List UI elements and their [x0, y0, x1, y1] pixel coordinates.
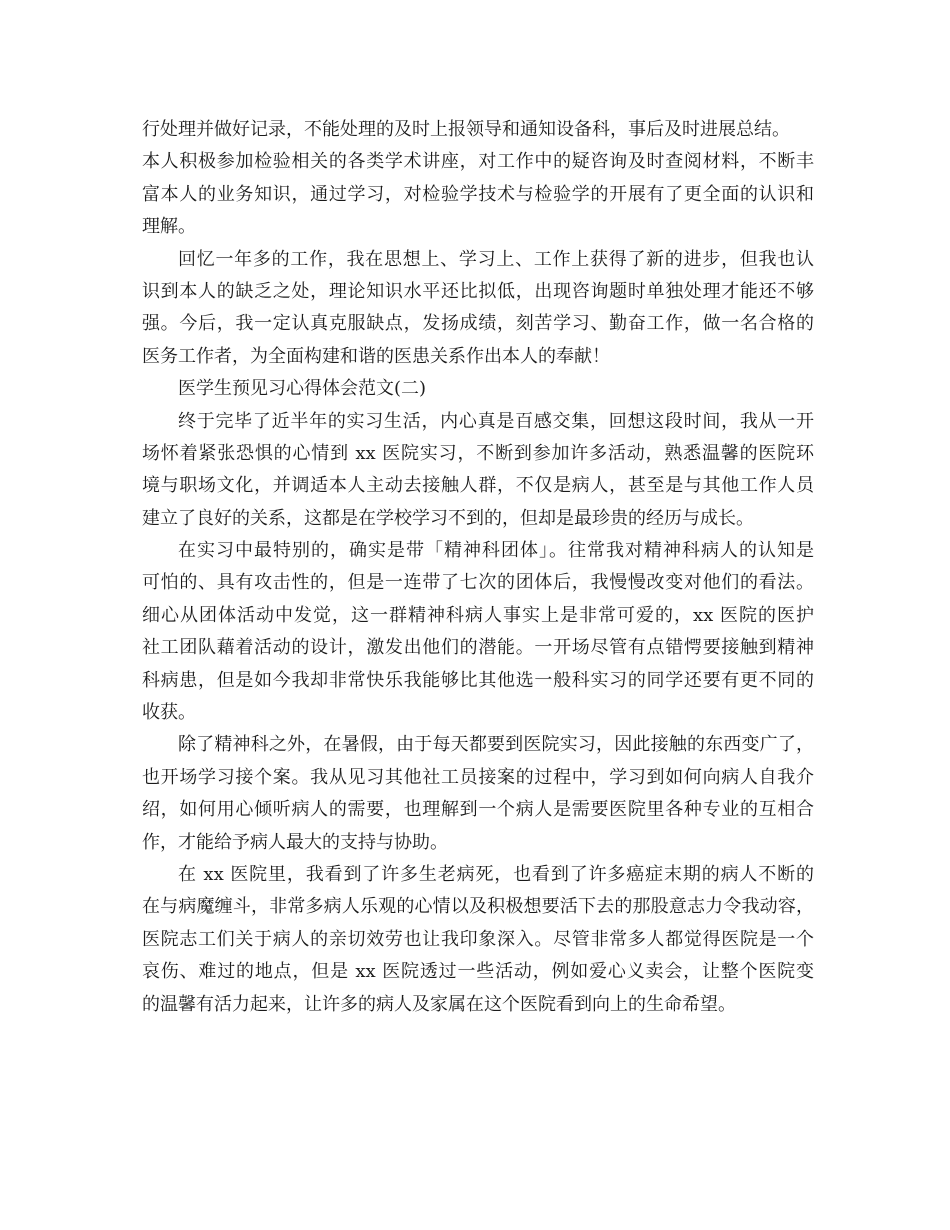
- paragraph: [142, 146, 814, 243]
- text-line: 的温馨有活力起来，让许多的病人及家属在这个医院看到向上的生命希望。: [142, 993, 736, 1015]
- text-line: 细心从团体活动中发觉，这一群精神科病人事实上是非常可爱的，xx 医院的医护: [142, 604, 814, 626]
- paragraph: [142, 244, 814, 374]
- text-line: 科病患，但是如今我却非常快乐我能够比其他选一般科实习的同学还要有更不同的: [142, 669, 814, 691]
- text-line: 在实习中最特别的，确实是带「精神科团体」。往常我对精神科病人的认知是: [178, 540, 814, 562]
- text-line: 医院志工们关于病人的亲切效劳也让我印象深入。尽管非常多人都觉得医院是一个: [142, 928, 814, 950]
- paragraph: [142, 859, 814, 1021]
- text-line: 场怀着紧张恐惧的心情到 xx 医院实习，不断到参加许多活动，熟悉温馨的医院环: [142, 442, 814, 464]
- text-line: 境与职场文化，并调适本人主动去接触人群，不仅是病人，甚至是与其他工作人员: [142, 475, 814, 497]
- text-line: 理解。: [142, 216, 196, 238]
- text-line: 作，才能给予病人最大的支持与协助。: [142, 831, 448, 853]
- paragraph: [142, 114, 814, 146]
- paragraph: [142, 729, 814, 859]
- heading-text: 医学生预见习心得体会范文(二): [178, 378, 427, 400]
- text-line: 在与病魔缠斗，非常多病人乐观的心情以及积极想要活下去的那股意志力令我动容，: [142, 896, 814, 918]
- text-line: 哀伤、难过的地点，但是 xx 医院透过一些活动，例如爱心义卖会，让整个医院变: [142, 961, 814, 983]
- text-line: 医务工作者，为全面构建和谐的医患关系作出本人的奉献！: [142, 345, 610, 367]
- paragraph: [142, 535, 814, 729]
- text-line: 富本人的业务知识，通过学习，对检验学技术与检验学的开展有了更全面的认识和: [142, 183, 814, 205]
- text-line: 建立了良好的关系，这都是在学校学习不到的，但却是最珍贵的经历与成长。: [142, 507, 754, 529]
- text-line: 社工团队藉着活动的设计，激发出他们的潜能。一开场尽管有点错愕要接触到精神: [142, 637, 814, 659]
- text-line: 绍，如何用心倾听病人的需要，也理解到一个病人是需要医院里各种专业的互相合: [142, 799, 814, 821]
- text-line: 可怕的、具有攻击性的，但是一连带了七次的团体后，我慢慢改变对他们的看法。: [142, 572, 814, 594]
- text-line: 识到本人的缺乏之处，理论知识水平还比拟低，出现咨询题时单独处理才能还不够: [142, 280, 814, 302]
- text-line: 回忆一年多的工作，我在思想上、学习上、工作上获得了新的进步，但我也认: [178, 248, 814, 270]
- text-line: 本人积极参加检验相关的各类学术讲座，对工作中的疑咨询及时查阅材料，不断丰: [142, 151, 814, 173]
- text-line: 收获。: [142, 702, 196, 724]
- text-line: 在 xx 医院里，我看到了许多生老病死，也看到了许多癌症末期的病人不断的: [178, 863, 814, 885]
- paragraph: [142, 406, 814, 536]
- section-heading: [142, 373, 814, 405]
- text-line: 也开场学习接个案。我从见习其他社工员接案的过程中，学习到如何向病人自我介: [142, 766, 814, 788]
- text-line: 除了精神科之外，在暑假，由于每天都要到医院实习，因此接触的东西变广了，: [178, 734, 814, 756]
- document-page: [142, 114, 814, 1021]
- text-line: 终于完毕了近半年的实习生活，内心真是百感交集，回想这段时间，我从一开: [178, 410, 814, 432]
- text-line: 行处理并做好记录，不能处理的及时上报领导和通知设备科，事后及时进展总结。: [142, 119, 790, 140]
- text-line: 强。今后，我一定认真克服缺点，发扬成绩，刻苦学习、勤奋工作，做一名合格的: [142, 313, 814, 335]
